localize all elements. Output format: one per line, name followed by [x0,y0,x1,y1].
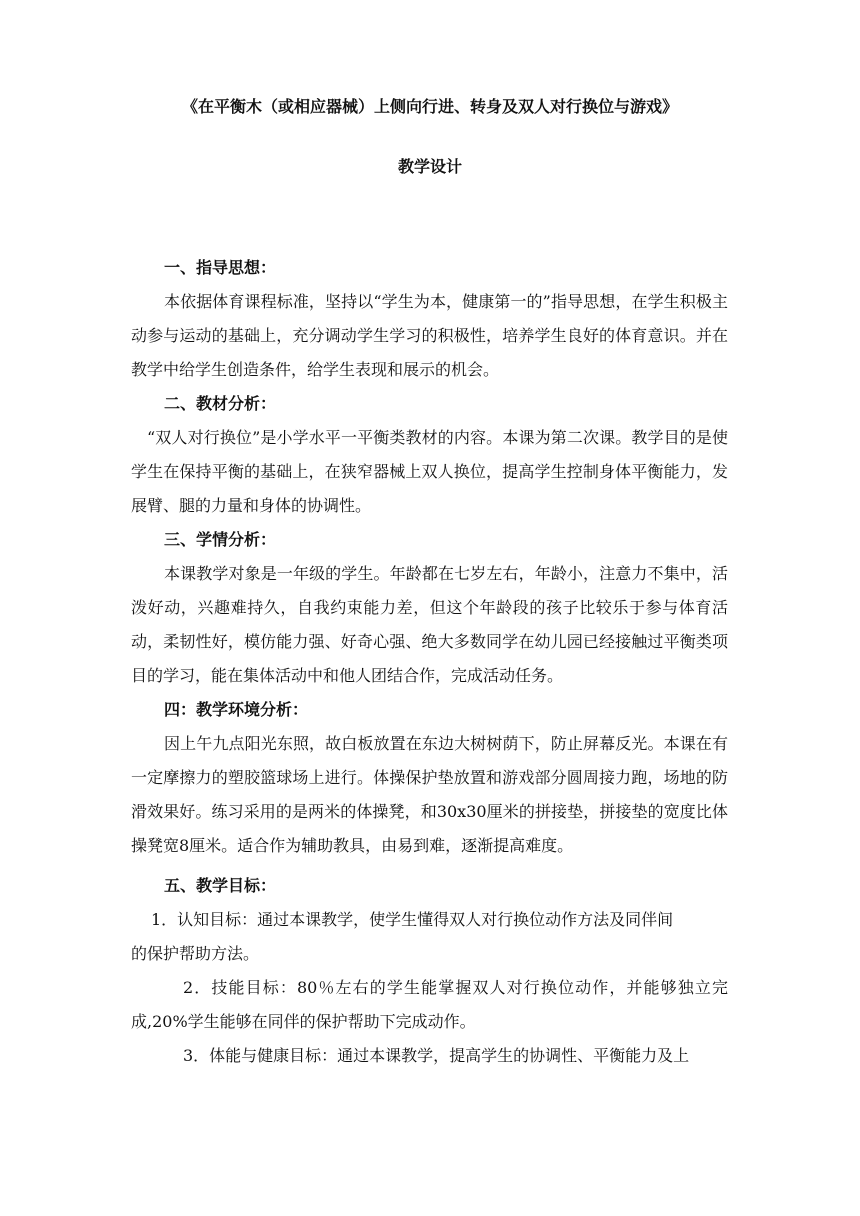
goal-cognitive-line1: 1．认知目标：通过本课教学，使学生懂得双人对行换位动作方法及同伴间 [151,910,674,929]
goal-cognitive-line2: 的保护帮助方法。 [131,944,260,963]
section-heading-environment-analysis: 四：教学环境分析： [164,700,309,719]
goal-skill: 2．技能目标：80％左右的学生能掌握双人对行换位动作，并能够独立完成,20%学生能够在同伴的保护帮助下完成动作。 [131,978,728,1031]
section-paragraph-environment-analysis: 因上午九点阳光东照，故白板放置在东边大树树荫下，防止屏幕反光。本课在有一定摩擦力的塑胶篮球场上进行。体操保护垫放置和游戏部分圆周接力跑，场地的防滑效果好。练习采用的是两米的体操凳，和30x30厘米的拼接垫，拼接垫的宽度比体操凳宽8厘米。适合作为辅助教具，由易到难，逐渐提高难度。 [131,734,728,855]
goal-cognitive [131,903,728,971]
section-heading-student-analysis: 三、学情分析： [164,530,277,549]
section-paragraph-material-analysis: “双人对行换位”是小学水平一平衡类教材的内容。本课为第二次课。教学目的是使学生在保持平衡的基础上，在狭窄器械上双人换位，提高学生控制身体平衡能力，发展臂、腿的力量和身体的协调性。 [131,428,728,515]
section-heading-teaching-goals: 五、教学目标： [164,876,277,895]
section-heading-guiding-thought: 一、指导思想： [164,258,277,277]
section-paragraph-guiding-thought: 本依据体育课程标准，坚持以“学生为本，健康第一的”指导思想，在学生积极主动参与运动的基础上，充分调动学生学习的积极性，培养学生良好的体育意识。并在教学中给学生创造条件，给学生表现和展示的机会。 [131,292,728,379]
section-heading-material-analysis: 二、教材分析： [164,394,277,413]
document-body [131,251,728,1073]
goal-fitness-health: 3．体能与健康目标：通过本课教学，提高学生的协调性、平衡能力及上 [183,1046,690,1065]
document-subtitle: 教学设计 [397,157,462,176]
document-title: 《在平衡木（或相应器械）上侧向行进、转身及双人对行换位与游戏》 [181,97,678,116]
section-paragraph-student-analysis: 本课教学对象是一年级的学生。年龄都在七岁左右，年龄小，注意力不集中，活泼好动，兴趣难持久，自我约束能力差，但这个年龄段的孩子比较乐于参与体育活动，柔韧性好，模仿能力强、好奇心强、绝大多数同学在幼儿园已经接触过平衡类项目的学习，能在集体活动中和他人团结合作，完成活动任务。 [131,564,728,685]
